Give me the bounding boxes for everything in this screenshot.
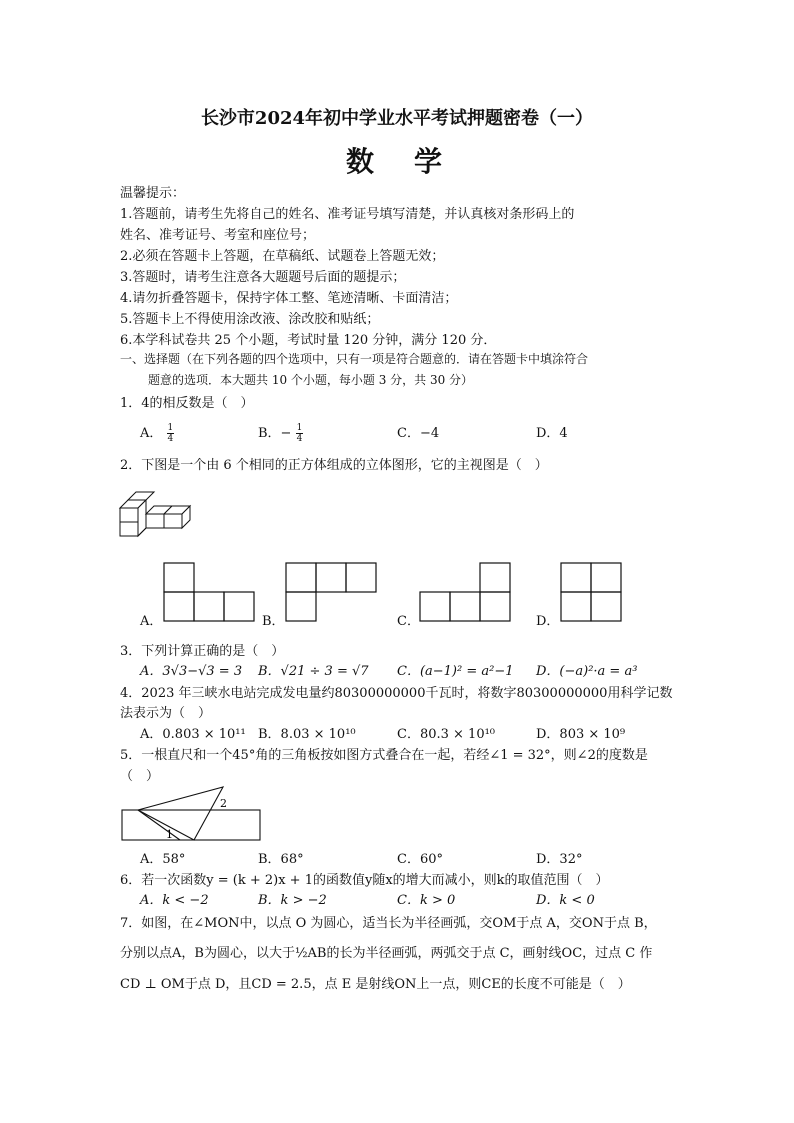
q4-option-a: A．0.803 × 10¹¹ [140,727,246,742]
q4-stem: 4．2023 年三峡水电站完成发电量约80300000000千瓦时，将数字80300000000用科学记数 [120,686,673,701]
q3-stem: 3．下列计算正确的是（ ） [120,644,285,659]
q5-option-c: C．60° [397,852,443,867]
numerator: 1 [296,423,303,433]
q5-option-a: A．58° [140,852,186,867]
notice-heading: 温馨提示： [120,186,186,201]
q2-option-c-label: C． [397,614,420,629]
q6-stem: 6．若一次函数y = (k + 2)x + 1的函数值y随x的增大而减小，则k的取值范围（ ） [120,873,609,888]
q2-option-a-figure [164,563,256,623]
q1-option-a [140,422,174,444]
q2-option-b-label: B． [262,614,285,629]
q2-option-a-label: A． [140,614,163,629]
angle-2-label: 2 [220,797,227,810]
denominator: 4 [167,434,174,444]
q7-stem-line-1: 7．如图，在∠MON中，以点 O 为圆心，适当长为半径画弧，交OM于点 A，交ON于点 B， [120,916,657,931]
denominator: 4 [296,434,303,444]
q4-option-b: B．8.03 × 10¹⁰ [258,727,356,742]
notice-item: 1.答题前，请考生先将自己的姓名、准考证号填写清楚，并认真核对条形码上的 [120,207,575,222]
q1-option-c: C．−4 [397,426,440,441]
q2-option-c-figure [420,563,512,623]
q4-option-d: D．803 × 10⁹ [536,727,626,742]
notice-item: 5.答题卡上不得使用涂改液、涂改胶和贴纸； [120,312,380,327]
q5-stem-cont: （ ） [120,769,160,784]
q3-option-d: D．(−a)²·a = a³ [536,664,638,679]
notice-item: 2.必须在答题卡上答题，在草稿纸、试题卷上答题无效； [120,249,445,264]
q5-option-d: D．32° [536,852,583,867]
section-heading-cont: 题意的选项．本大题共 10 个小题，每小题 3 分，共 30 分） [148,373,474,387]
angle-1-label: 1 [166,828,173,841]
q7-stem-line-2: 分别以点A，B为圆心，以大于½AB的长为半径画弧，两弧交于点 C，画射线OC，过点 C 作 [120,946,653,961]
q6-option-d: D．k < 0 [536,893,595,908]
triangle [138,787,223,840]
q5-option-b: B．68° [258,852,304,867]
numerator: 1 [167,423,174,433]
ruler [122,810,260,840]
option-label: B．− [258,426,292,441]
q5-ruler-triangle-figure [120,785,265,845]
fraction [167,423,175,444]
q2-solid-figure [118,492,198,550]
q6-option-c: C．k > 0 [397,893,456,908]
q6-option-b: B．k > −2 [258,893,327,908]
notice-item: 3.答题时，请考生注意各大题题号后面的题提示； [120,270,406,285]
notice-item: 姓名、准考证号、考室和座位号； [120,228,316,243]
q7-stem-line-3: CD ⊥ OM于点 D，且CD = 2.5，点 E 是射线ON上一点，则CE的长度不可能是（ ） [120,977,631,992]
q2-option-d-figure [561,563,623,623]
q2-option-b-figure [286,563,378,623]
option-label: A． [140,426,163,441]
q3-option-c: C．(a−1)² = a²−1 [397,664,514,679]
q3-option-b: B．√21 ÷ 3 = √7 [258,664,369,679]
q2-stem: 2．下图是一个由 6 个相同的正方体组成的立体图形，它的主视图是（ ） [120,458,548,473]
q1-stem: 1．4的相反数是（ ） [120,396,254,411]
q1-option-d: D．4 [536,426,568,441]
q3-option-a: A．3√3−√3 = 3 [140,664,243,679]
q2-option-d-label: D． [536,614,560,629]
exam-title: 长沙市2024年初中学业水平考试押题密卷（一） [200,108,594,129]
q4-option-c: C．80.3 × 10¹⁰ [397,727,496,742]
q1-option-b [258,422,303,444]
q5-stem: 5．一根直尺和一个45°角的三角板按如图方式叠合在一起，若经∠1 = 32°，则∠2的度数是 [120,748,648,763]
section-heading: 一、选择题（在下列各题的四个选项中，只有一项是符合题意的．请在答题卡中填涂符合 [120,352,589,366]
q6-option-a: A．k < −2 [140,893,209,908]
fraction [296,423,304,444]
q4-stem-cont: 法表示为（ ） [120,706,212,721]
notice-item: 6.本学科试卷共 25 个小题，考试时量 120 分钟，满分 120 分． [120,333,497,348]
notice-item: 4.请勿折叠答题卡，保持字体工整、笔迹清晰、卡面清洁； [120,291,458,306]
subject-title: 数 学 [345,145,448,178]
